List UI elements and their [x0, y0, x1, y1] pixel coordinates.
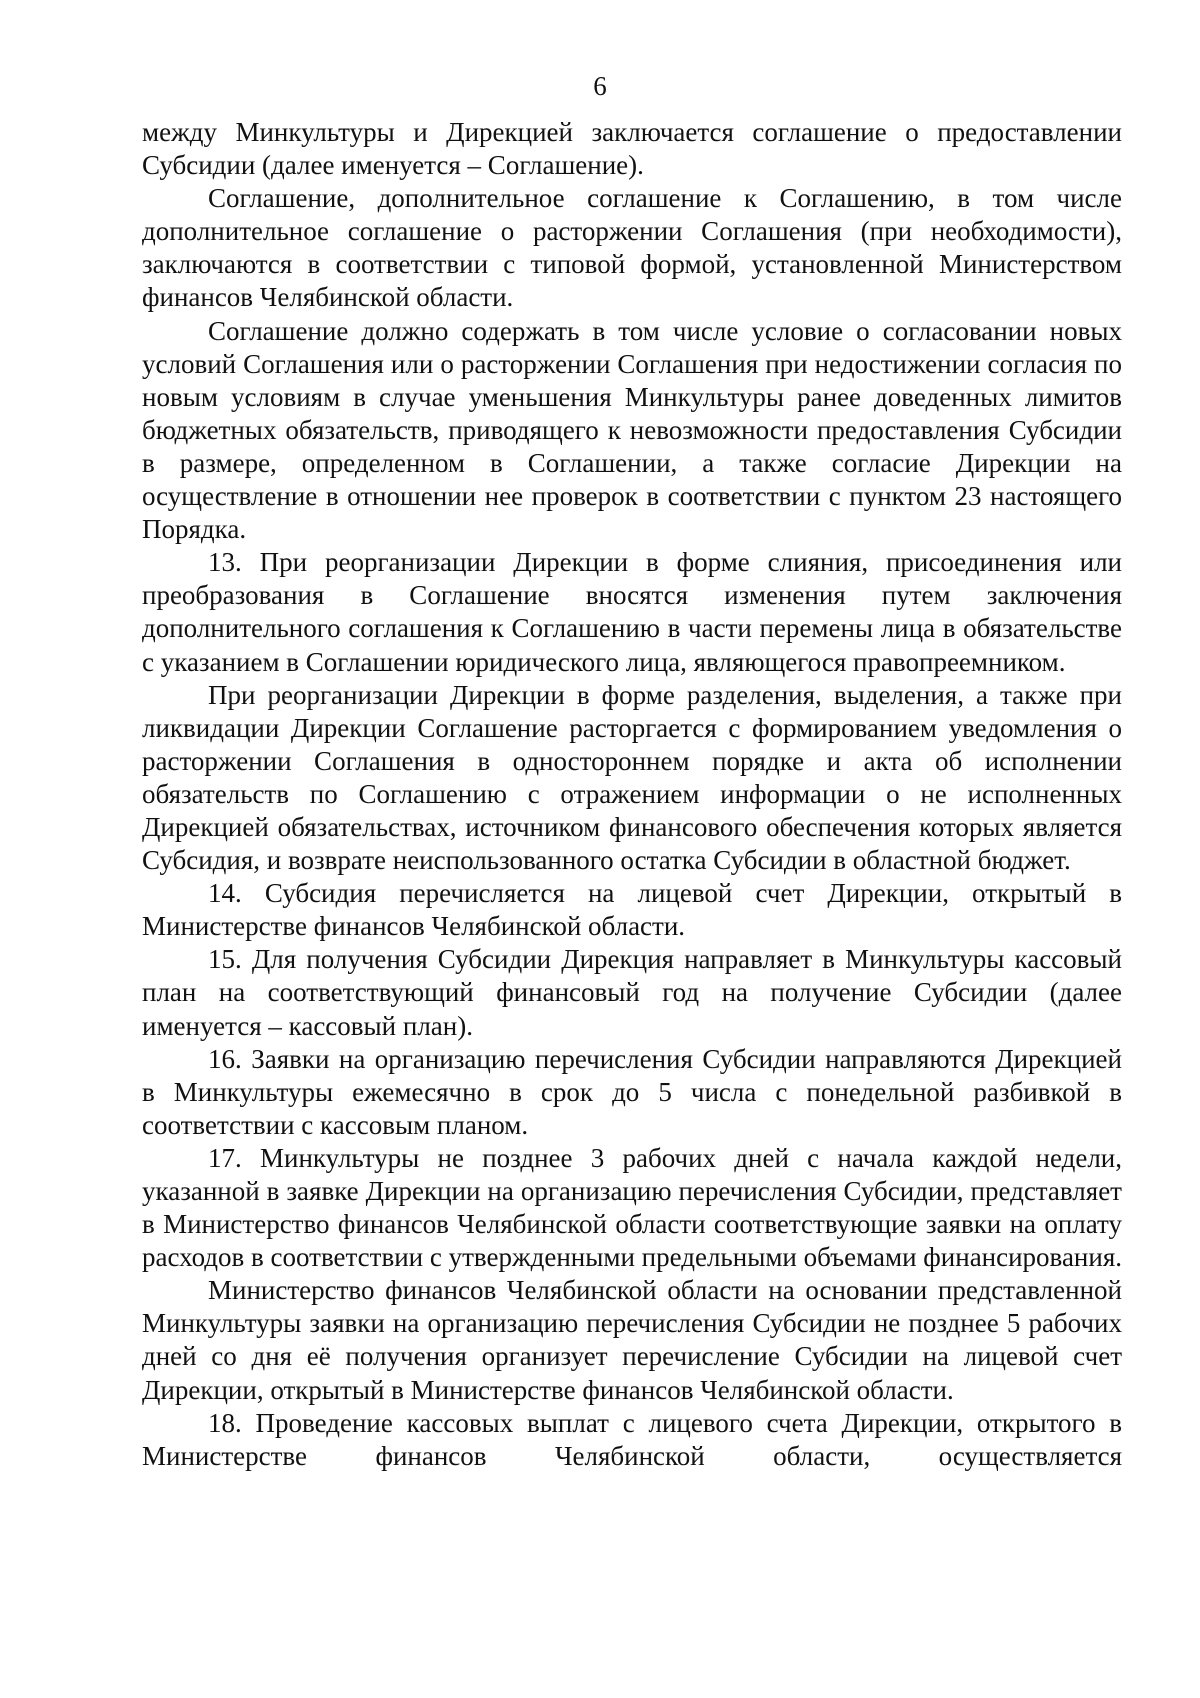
page-number: 6 [593, 71, 607, 101]
paragraph-item-18: 18. Проведение кассовых выплат с лицевого счета Дирекции, открытого в Министерстве финансов Челябинской области, осуществляется [142, 1407, 1122, 1471]
paragraph-agreement-form: Соглашение, дополнительное соглашение к Соглашению, в том числе дополнительное соглашение о расторжении Соглашения (при необходимости), заключаются в соответствии с типовой формой, установленной Министерством финансов Челябинской области. [142, 183, 1122, 313]
paragraph-reorganization: При реорганизации Дирекции в форме разделения, выделения, а также при ликвидации Дирекции Соглашение расторгается с формированием уведомления о расторжении Соглашения в одностороннем порядке и акта об исполнении обязательств по Соглашению с отражением информации о не исполненных Дирекцией обязательствах, источником финансового обеспечения которых является Субсидия, и возврате неиспользованного остатка Субсидии в областной бюджет. [142, 679, 1122, 876]
paragraph-item-15: 15. Для получения Субсидии Дирекция направляет в Минкультуры кассовый план на соответствующий финансовый год на получение Субсидии (далее именуется – кассовый план). [142, 944, 1122, 1041]
paragraph-item-13: 13. При реорганизации Дирекции в форме слияния, присоединения или преобразования в Соглашение вносятся изменения путем заключения дополнительного соглашения к Соглашению в части перемены лица в обязательстве с указанием в Соглашении юридического лица, являющегося правопреемником. [142, 547, 1122, 677]
paragraph-agreement-conditions: Соглашение должно содержать в том числе условие о согласовании новых условий Соглашения или о расторжении Соглашения при недостижении согласия по новым условиям в случае уменьшения Минкультуры ранее доведенных лимитов бюджетных обязательств, приводящего к невозможности предоставления Субсидии в размере, определенном в Соглашении, а также согласие Дирекции на осуществление в отношении нее проверок в соответствии с пунктом 23 настоящего Порядка. [142, 315, 1122, 545]
paragraph-ministry-transfer: Министерство финансов Челябинской области на основании представленной Минкультуры заявки на организацию перечисления Субсидии не позднее 5 рабочих дней со дня её получения организует перечисление Субсидии на лицевой счет Дирекции, открытый в Министерстве финансов Челябинской области. [142, 1275, 1122, 1405]
paragraph-item-17: 17. Минкультуры не позднее 3 рабочих дней с начала каждой недели, указанной в заявке Дирекции на организацию перечисления Субсидии, представляет в Министерство финансов Челябинской области соответствующие заявки на оплату расходов в соответствии с утвержденными предельными объемами финансирования. [142, 1142, 1123, 1273]
paragraph-item-14: 14. Субсидия перечисляется на лицевой счет Дирекции, открытый в Министерстве финансов Челябинской области. [142, 878, 1122, 942]
document-body [142, 116, 1122, 1473]
paragraph-agreement-intro: между Минкультуры и Дирекцией заключается соглашение о предоставлении Субсидии (далее именуется – Соглашение). [142, 117, 1122, 181]
paragraph-item-16: 16. Заявки на организацию перечисления Субсидии направляются Дирекцией в Минкультуры ежемесячно в срок до 5 числа с понедельной разбивкой в соответствии с кассовым планом. [142, 1043, 1122, 1140]
